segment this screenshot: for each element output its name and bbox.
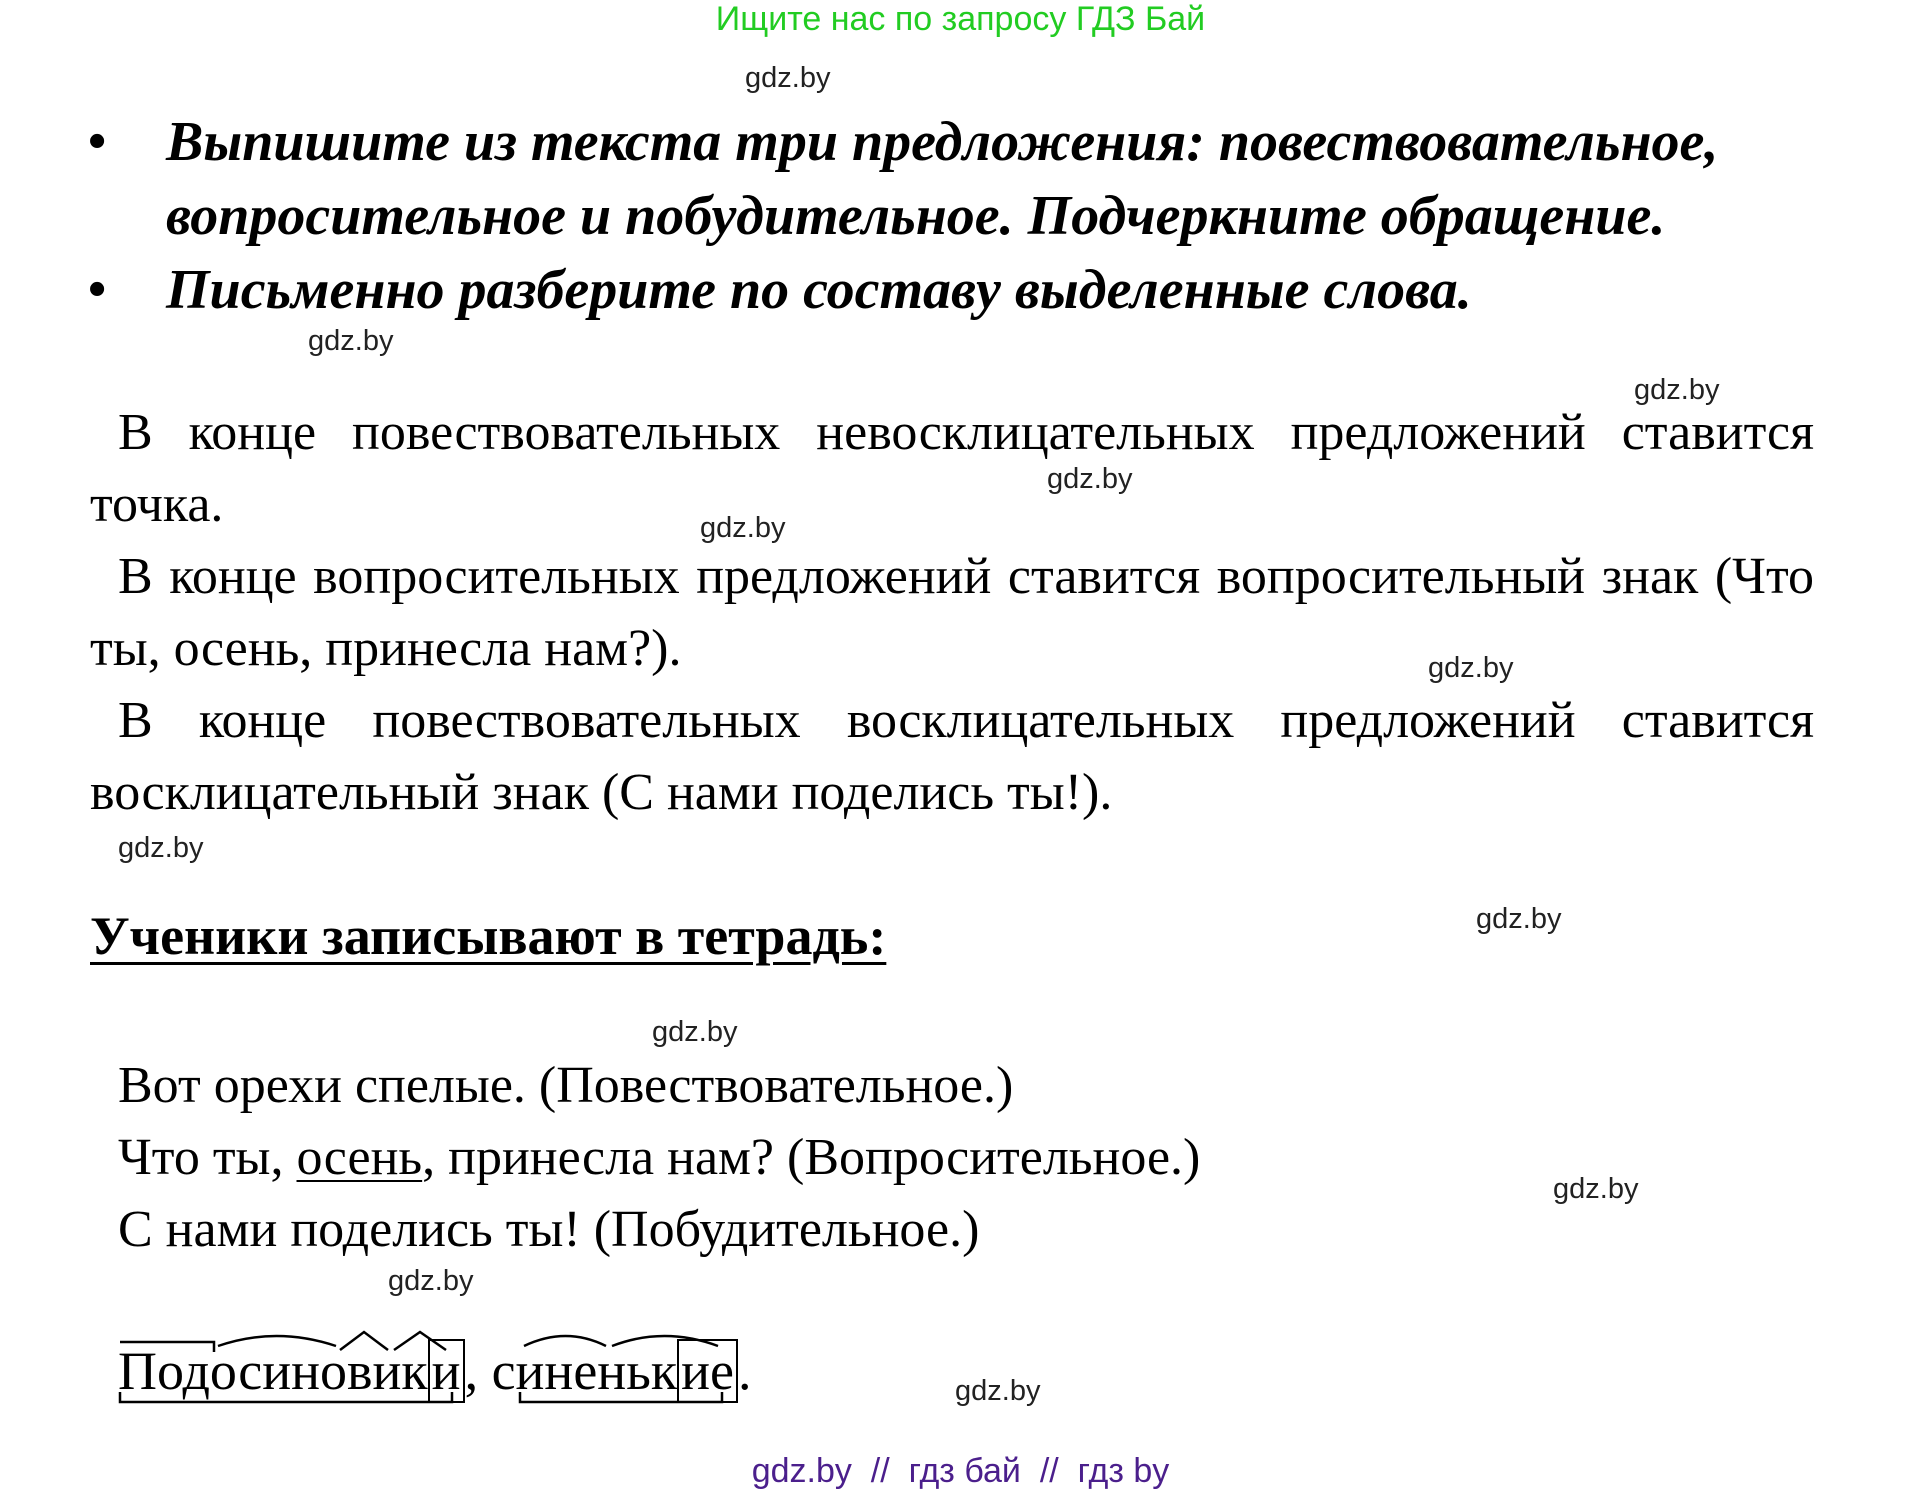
watermark: gdz.by xyxy=(955,1375,1041,1407)
watermark: gdz.by xyxy=(1634,374,1720,406)
word-ending: ие xyxy=(677,1339,738,1403)
sentence-part: , принесла нам? (Вопросительное.) xyxy=(422,1129,1201,1186)
watermark: gdz.by xyxy=(1047,463,1133,495)
task-text: Выпишите из текста три предложения: повествовательное, вопросительное и побудительное. Подчеркните обращение. xyxy=(166,111,1719,247)
watermark: gdz.by xyxy=(1476,903,1562,935)
watermark: gdz.by xyxy=(700,512,786,544)
sentence-imperative: С нами поделись ты! (Побудительное.) xyxy=(118,1201,980,1258)
watermark: gdz.by xyxy=(388,1265,474,1297)
footer-links: gdz.by // гдз бай // гдз by xyxy=(751,1452,1170,1490)
word-ending: и xyxy=(428,1339,465,1403)
watermark: gdz.by xyxy=(745,62,831,94)
word-stem: синеньк xyxy=(491,1341,678,1401)
watermark: gdz.by xyxy=(1428,652,1514,684)
watermark: gdz.by xyxy=(118,832,204,864)
bullet: • xyxy=(88,113,107,170)
task-item xyxy=(88,105,1828,253)
task-item xyxy=(88,253,1828,327)
word-stem: Подосиновик xyxy=(118,1341,428,1401)
paragraph-text: В конце повествовательных восклицательных предложений ставится восклицательный знак (С нами поделись ты!). xyxy=(90,692,1814,821)
morpheme-analysis xyxy=(118,1335,751,1407)
paragraph-text: В конце вопросительных предложений ставится вопросительный знак (Что ты, осень, принесла нам?). xyxy=(90,548,1814,677)
bullet: • xyxy=(88,261,107,318)
rule-paragraph xyxy=(90,397,1814,541)
address-word: осень xyxy=(296,1129,423,1186)
watermark: gdz.by xyxy=(1553,1173,1639,1205)
rule-paragraph xyxy=(90,541,1814,685)
sentence-end: . xyxy=(737,1341,752,1401)
watermark: gdz.by xyxy=(308,325,394,357)
watermark: gdz.by xyxy=(652,1016,738,1048)
task-text: Письменно разберите по составу выделенные слова. xyxy=(166,259,1472,321)
sentence-interrogative xyxy=(118,1122,1200,1194)
sentence-declarative: Вот орехи спелые. (Повествовательное.) xyxy=(118,1057,1014,1114)
top-banner: Ищите нас по запросу ГДЗ Бай xyxy=(715,0,1206,38)
rule-paragraph xyxy=(90,685,1814,829)
section-heading: Ученики записывают в тетрадь: xyxy=(90,906,887,966)
sentence-part: Что ты, xyxy=(118,1129,297,1186)
separator: , xyxy=(464,1341,492,1401)
paragraph-text: В конце повествовательных невосклицательных предложений ставится точка. xyxy=(90,404,1814,533)
